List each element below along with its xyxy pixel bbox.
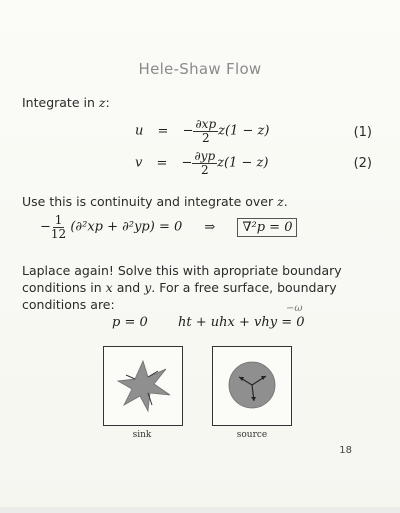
continuity-text [22,194,288,209]
laplace-var-y: y [144,280,152,295]
intro-colon: : [105,95,110,110]
eq2-rest: z(1 − z) [217,155,269,171]
sink-caption: sink [132,430,152,440]
eq2-den: 2 [200,162,209,177]
continuity-label: Use this is continuity and integrate over [22,194,278,209]
laplace-paragraph [22,262,378,313]
eq3-den: 12 [50,226,67,241]
laplace-line-3: conditions are: [22,297,115,312]
laplace-line2-b: . For a free surface, boundary [151,280,337,295]
eq1-minus: − [182,123,194,139]
page-number: 18 [339,445,352,456]
eq3-boxed-result: ∇²p = 0 [237,218,297,237]
continuity-period: . [283,194,288,209]
laplace-line-1: Laplace again! Solve this with apropriate boundary [22,263,342,278]
equation-3 [40,214,297,240]
eq4-right [178,303,305,330]
eq1-rel: = [157,123,169,139]
equation-2 [135,150,268,176]
sink-figure [103,346,183,426]
eq1-rest: z(1 − z) [218,123,270,139]
laplace-and: and [112,280,145,295]
eq2-minus: − [181,155,193,171]
continuity-var: z [277,194,284,209]
intro-label: Integrate in [22,95,99,110]
intro-var: z [98,95,106,110]
eq3-num: 1 [54,213,63,227]
eq3-minus: − [40,219,51,235]
eq3-body: (∂²xp + ∂²yp) = 0 [70,219,183,235]
eq3-arrow: ⇒ [204,219,216,235]
laplace-var-x: x [105,280,113,295]
sink-arrow-3 [126,375,135,379]
source-figure [212,346,292,426]
eq2-number: (2) [353,156,372,171]
equation-1 [135,118,269,144]
eq1-num: ∂xp [195,117,217,131]
sink-star-shape [118,361,170,411]
laplace-line2-a: conditions in [22,280,106,295]
eq4-over: −ω [285,303,303,314]
laplace-line-2 [22,279,378,296]
intro-text [22,95,110,110]
page-bottom-edge [0,507,400,513]
equation-4 [112,303,305,330]
eq4-left: p = 0 [112,315,148,330]
eq2-lhs: v [135,155,143,171]
source-caption: source [236,430,268,440]
eq2-rel: = [156,155,168,171]
eq2-num: ∂yp [194,149,216,163]
eq1-lhs: u [135,123,144,139]
source-disk-drawing [213,347,291,425]
eq3-fraction [51,214,66,240]
eq1-fraction [193,118,218,144]
eq1-den: 2 [201,130,210,145]
eq2-fraction [192,150,217,176]
sink-star-drawing [104,347,182,425]
slide-title: Hele-Shaw Flow [138,60,262,78]
eq4-right-text: ht + uhx + vhy = 0 [178,315,305,330]
eq1-number: (1) [353,125,372,140]
